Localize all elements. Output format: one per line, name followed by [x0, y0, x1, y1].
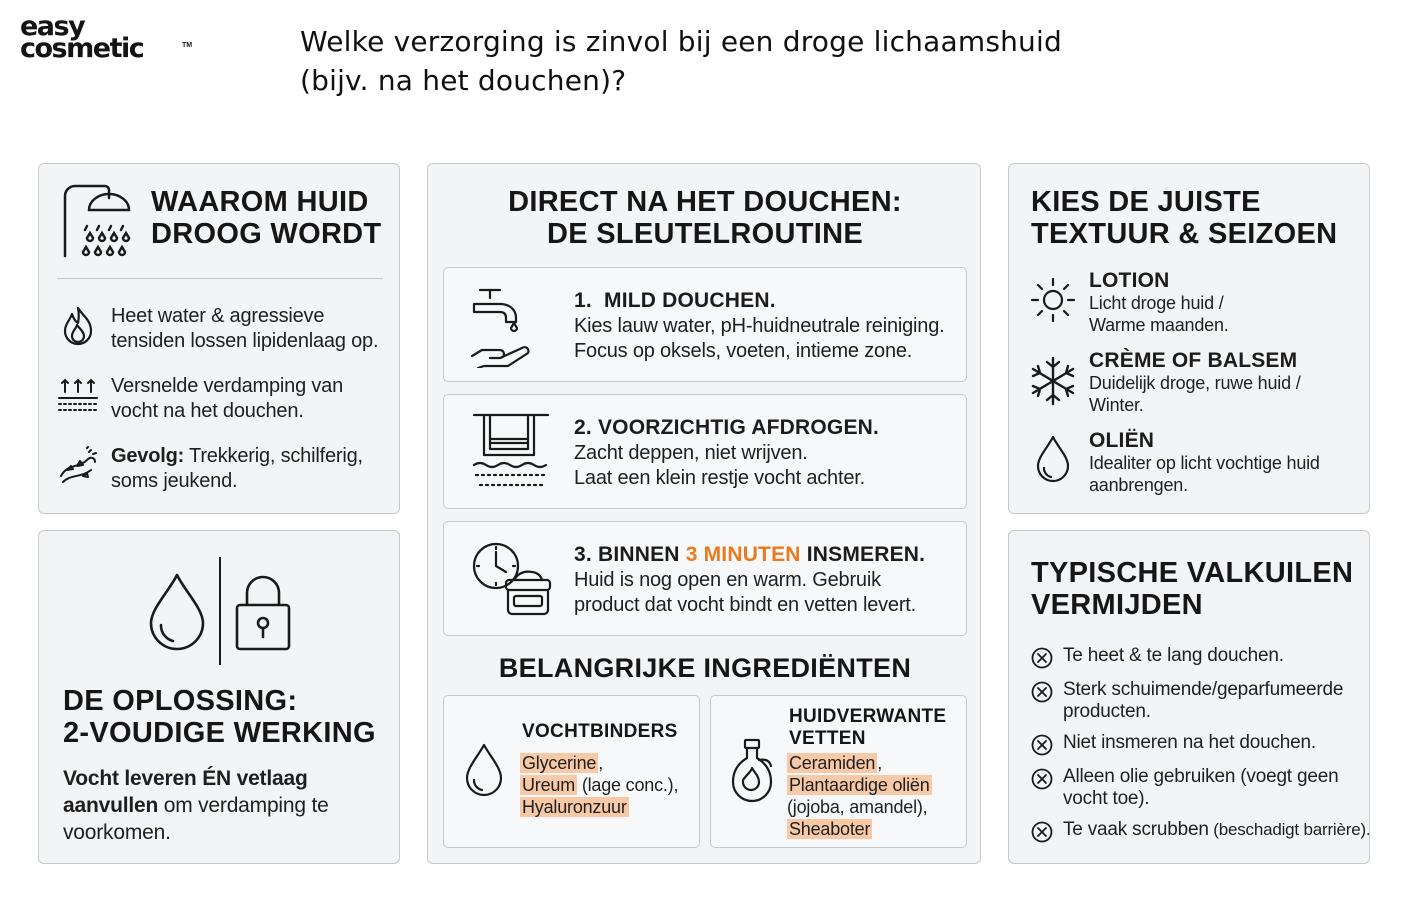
- routine-step-2-heading: VOORZICHTIG AFDROGEN.: [597, 416, 880, 439]
- routine-step-1-num: 1.: [574, 289, 592, 312]
- flame-icon: [61, 306, 95, 346]
- why-item-3-line1: [111, 444, 363, 469]
- pitfall-item-2-line1: Sterk schuimende/geparfumeerde: [1063, 679, 1344, 700]
- why-item-3: [111, 444, 363, 494]
- why-item-1-line1: Heet water & agressieve: [111, 305, 325, 327]
- why-item-3-text: Trekkerig, schilferig,: [184, 445, 363, 467]
- routine-step-1-line1: Kies lauw water, pH-huidneutrale reiniging.: [574, 315, 945, 337]
- solution-panel: [38, 530, 400, 864]
- solution-text-line2: [63, 792, 329, 819]
- ingredient-ceramiden: Ceramiden: [789, 753, 876, 773]
- solution-title: [63, 685, 376, 749]
- routine-step-1-line2: Focus op oksels, voeten, intieme zone.: [574, 340, 913, 362]
- routine-step-1-heading: MILD DOUCHEN.: [604, 289, 776, 312]
- cross-circle-icon: [1031, 821, 1053, 843]
- pitfall-item-5-text: Te vaak scrubben: [1063, 819, 1209, 840]
- fats-card: [710, 695, 967, 848]
- pitfalls-title-line1: TYPISCHE VALKUILEN: [1031, 557, 1354, 589]
- ingredient-hyaluronzuur: Hyaluronzuur: [522, 797, 627, 817]
- why-item-1: [111, 304, 378, 354]
- routine-step-1: [443, 267, 967, 382]
- routine-step-3-line2: product dat vocht bindt en vetten levert.: [574, 594, 917, 616]
- page-title: [300, 22, 1200, 100]
- brand-logo: [20, 11, 193, 72]
- water-drop-icon: [147, 571, 207, 651]
- towel-icon: [470, 409, 552, 491]
- why-title-line2: DROOG WORDT: [151, 218, 382, 250]
- sun-icon: [1029, 276, 1077, 324]
- brand-tm: TM: [182, 42, 193, 49]
- why-item-3-bold: Gevolg:: [111, 445, 185, 467]
- routine-step-3-title-accent: 3 MINUTEN: [685, 543, 801, 566]
- pitfall-item-5-note: (beschadigt barrière).: [1208, 820, 1371, 839]
- texture-title: [1031, 186, 1337, 250]
- why-panel: [38, 163, 400, 514]
- pitfall-item-4-line1: Alleen olie gebruiken (voegt geen: [1063, 766, 1339, 787]
- clock-jar-icon: [470, 540, 554, 616]
- ingredient-glycerine: Glycerine: [522, 753, 597, 773]
- why-divider: [57, 278, 383, 279]
- why-item-3-line2: soms jeukend.: [111, 470, 238, 492]
- routine-step-1-title: [574, 288, 776, 314]
- evaporation-icon: [57, 376, 99, 416]
- routine-step-2-title: [574, 415, 879, 441]
- routine-step-2: [443, 394, 967, 509]
- binders-line1: [520, 752, 678, 774]
- routine-step-3-title-pre: 3. BINNEN: [574, 543, 686, 566]
- brand-line1: easy: [20, 11, 85, 42]
- fats-line2: [787, 774, 932, 796]
- pitfall-item-2-line2: producten.: [1063, 701, 1151, 722]
- texture-item-3-line2: aanbrengen.: [1089, 475, 1188, 495]
- cross-circle-icon: [1031, 768, 1053, 790]
- brand-line2: cosmetic: [20, 33, 144, 64]
- texture-item-2-text: [1089, 372, 1301, 416]
- texture-item-2-line1: Duidelijk droge, ruwe huid /: [1089, 373, 1301, 393]
- texture-panel: [1008, 163, 1370, 514]
- why-item-2: [111, 374, 343, 424]
- solution-text-line1: [63, 765, 329, 792]
- oil-bottle-icon: [729, 738, 775, 808]
- pitfall-item-4: [1063, 766, 1338, 810]
- ingredients-title: BELANGRIJKE INGREDIËNTEN: [498, 653, 912, 683]
- pitfall-item-2: [1063, 679, 1343, 723]
- fats-note: (jojoba, amandel),: [787, 797, 928, 817]
- texture-item-3-title: OLIËN: [1089, 429, 1155, 452]
- routine-step-3-title: [574, 542, 925, 568]
- routine-panel: [427, 163, 981, 864]
- texture-item-3-text: [1089, 452, 1320, 496]
- texture-item-1-text: [1089, 292, 1229, 336]
- routine-step-2-line1: Zacht deppen, niet wrijven.: [574, 442, 808, 464]
- why-item-2-line2: vocht na het douchen.: [111, 400, 304, 422]
- pitfalls-title-line2: VERMIJDEN: [1031, 589, 1203, 621]
- pitfalls-title: [1031, 557, 1353, 621]
- page-title-line1: Welke verzorging is zinvol bij een droge lichaamshuid: [300, 25, 1062, 58]
- dry-skin-icon: [57, 446, 99, 488]
- cross-circle-icon: [1031, 734, 1053, 756]
- texture-title-line1: KIES DE JUISTE: [1031, 186, 1261, 218]
- solution-text: [63, 765, 329, 846]
- binders-line3: [520, 796, 678, 818]
- why-title: [151, 186, 381, 250]
- binders-list: [520, 752, 678, 818]
- pitfall-item-1: [1063, 645, 1284, 667]
- binders-sep1: ,: [598, 753, 604, 773]
- ingredient-ureum: Ureum: [522, 775, 576, 795]
- routine-step-3-text: [574, 568, 916, 618]
- ingredient-plantaardige-olien: Plantaardige oliën: [789, 775, 930, 795]
- fats-title-line2: VETTEN: [789, 728, 866, 749]
- oil-drop-icon: [1035, 434, 1071, 484]
- routine-step-3-title-post: INSMEREN.: [800, 543, 926, 566]
- routine-step-2-num: 2.: [574, 416, 592, 439]
- texture-item-2-line2: Winter.: [1089, 395, 1144, 415]
- snowflake-icon: [1029, 356, 1077, 406]
- solution-bold2: aanvullen: [63, 794, 159, 817]
- ingredient-sheaboter: Sheaboter: [789, 819, 871, 839]
- texture-title-line2: TEXTUUR & SEIZOEN: [1031, 218, 1338, 250]
- shower-icon: [59, 182, 135, 258]
- routine-step-3: [443, 521, 967, 636]
- solution-title-line2: 2-VOUDIGE WERKING: [63, 717, 376, 749]
- binders-line2: [520, 774, 678, 796]
- fats-list: [787, 752, 932, 840]
- fats-title: [789, 706, 946, 750]
- routine-title-line1: DIRECT NA HET DOUCHEN:: [508, 186, 902, 218]
- fats-line1: [787, 752, 932, 774]
- why-item-2-line1: Versnelde verdamping van: [111, 375, 344, 397]
- why-item-1-line2: tensiden lossen lipidenlaag op.: [111, 330, 379, 352]
- pitfalls-panel: [1008, 530, 1370, 864]
- solution-text-line3: voorkomen.: [63, 821, 171, 844]
- lock-icon: [233, 571, 293, 653]
- binders-title: VOCHTBINDERS: [522, 721, 678, 742]
- cross-circle-icon: [1031, 647, 1053, 669]
- routine-step-2-line2: Laat een klein restje vocht achter.: [574, 467, 865, 489]
- solution-divider: [219, 557, 221, 665]
- solution-bold1: Vocht leveren ÉN vetlaag: [63, 767, 308, 790]
- texture-item-3-line1: Idealiter op licht vochtige huid: [1089, 453, 1320, 473]
- texture-item-1-title: LOTION: [1089, 269, 1170, 292]
- pitfall-item-5: [1063, 819, 1370, 841]
- solution-rest2: om verdamping te: [158, 794, 329, 817]
- routine-step-2-text: [574, 441, 865, 491]
- routine-step-3-line1: Huid is nog open en warm. Gebruik: [574, 569, 881, 591]
- fats-title-line1: HUIDVERWANTE: [789, 706, 947, 727]
- faucet-hand-icon: [470, 282, 550, 368]
- routine-title-line2: DE SLEUTELROUTINE: [546, 218, 864, 250]
- fats-line4: [787, 818, 932, 840]
- why-title-line1: WAAROM HUID: [151, 186, 369, 218]
- binders-card: [443, 695, 700, 848]
- routine-step-1-text: [574, 314, 945, 364]
- cross-circle-icon: [1031, 681, 1053, 703]
- page-title-line2: (bijv. na het douchen)?: [300, 64, 627, 97]
- routine-title: [428, 186, 982, 250]
- pitfall-item-3-line1: Niet insmeren na het douchen.: [1063, 732, 1316, 753]
- pitfall-item-4-line2: vocht toe).: [1063, 788, 1150, 809]
- pitfall-item-1-line1: Te heet & te lang douchen.: [1063, 645, 1284, 666]
- texture-item-1-line1: Licht droge huid /: [1089, 293, 1224, 313]
- pitfall-item-3: [1063, 732, 1316, 754]
- binders-note: (lage conc.),: [577, 775, 679, 795]
- solution-title-line1: DE OPLOSSING:: [63, 685, 298, 717]
- texture-item-1-line2: Warme maanden.: [1089, 315, 1229, 335]
- fats-sep1: ,: [877, 753, 883, 773]
- water-drop-icon: [464, 742, 504, 798]
- texture-item-2-title: CRÈME OF BALSEM: [1089, 349, 1298, 372]
